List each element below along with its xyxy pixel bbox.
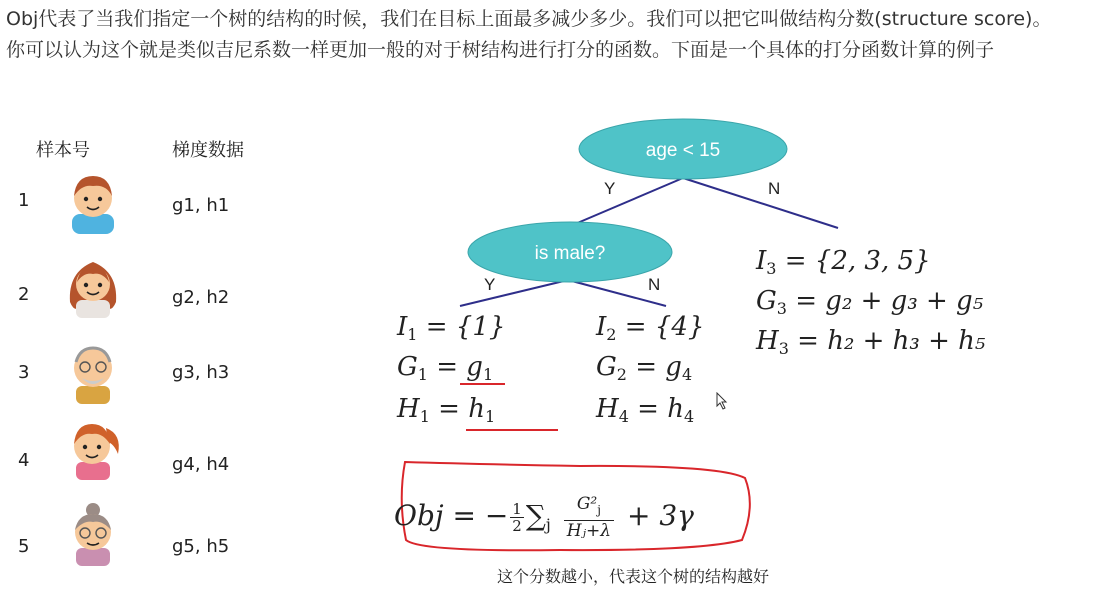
objective-formula: Obj = − $\frac{1}{2}\sum_j$ $G^2_j$ Hⱼ+λ + 3γ bbox=[394, 494, 694, 541]
row-1-gradient: g1, h1 bbox=[172, 195, 230, 216]
child-node-label: is male? bbox=[534, 243, 606, 264]
edge-root-yes bbox=[568, 178, 683, 227]
leaf1-gradient-sum: $G_1 = g_1$ bbox=[397, 352, 494, 384]
row-5-number: 5 bbox=[18, 536, 30, 557]
edge-root-no bbox=[683, 178, 838, 228]
row-4-number: 4 bbox=[18, 450, 30, 471]
root-yes-label: Y bbox=[604, 179, 616, 198]
sample-number-header: 样本号 bbox=[36, 140, 90, 161]
child-yes-label: Y bbox=[484, 275, 496, 294]
row-2-gradient: g2, h2 bbox=[172, 287, 230, 308]
leaf1-hessian-sum: $H_1 = h_1$ bbox=[397, 394, 496, 426]
intro-paragraph: Obj代表了当我们指定一个树的结构的时候，我们在目标上面最多减少多少。我们可以把它叫做结构分数(structure score)。你可以认为这个就是类似吉尼系数一样更加一般的对于树结构进行打分的函数。下面是一个具体的打分函数计算的例子 bbox=[6, 8, 1052, 61]
row-3-gradient: g3, h3 bbox=[172, 362, 230, 383]
leaf3-gradient-sum: $G_3 = g_2 + g_3 + g_5$ bbox=[756, 286, 984, 318]
mouse-cursor-icon bbox=[716, 392, 728, 410]
row-2-number: 2 bbox=[18, 284, 30, 305]
leaf2-gradient-sum: $G_2 = g_4$ bbox=[596, 352, 693, 384]
row-1-number: 1 bbox=[18, 190, 30, 211]
formula-caption: 这个分数越小，代表这个树的结构越好 bbox=[497, 567, 770, 586]
leaf2-instance-set: $I_2 = \{4\}$ bbox=[596, 312, 705, 344]
row-3-number: 3 bbox=[18, 362, 30, 383]
leaf2-hessian-sum: $H_4 = h_4$ bbox=[596, 394, 695, 426]
root-node-label: age < 15 bbox=[645, 140, 721, 161]
child-no-label: N bbox=[648, 275, 661, 294]
root-no-label: N bbox=[768, 179, 781, 198]
row-5-gradient: g5, h5 bbox=[172, 536, 230, 557]
leaf3-instance-set: $I_3 = \{2$, 3, 5} bbox=[756, 246, 931, 278]
leaf3-hessian-sum: $H_3 = h_2 + h_3 + h_5$ bbox=[756, 326, 986, 358]
gradient-data-header: 梯度数据 bbox=[172, 140, 244, 161]
leaf1-instance-set: $I_1 = \{1\}$ bbox=[397, 312, 506, 344]
edge-child-yes bbox=[460, 280, 568, 306]
row-4-gradient: g4, h4 bbox=[172, 454, 230, 475]
